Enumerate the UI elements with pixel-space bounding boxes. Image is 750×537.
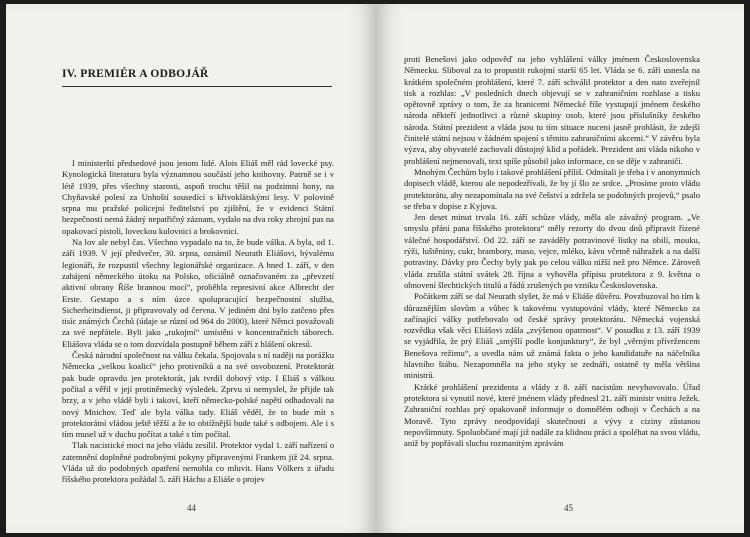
left-page <box>6 4 376 533</box>
chapter-title: IV. PREMIÉR A ODBOJÁŘ <box>62 68 209 80</box>
title-rule <box>62 86 332 87</box>
paragraph: Mnohým Čechům bylo i takové prohlášení příliš. Odmítali je třeba i v anonymních dopisech vládě, kterou ale nepodezřívali, že by jí šlo ze srdce. „Prosíme proto vládu protektorátu, aby nezapomínala na své češství a zdržela se podobných projevů,“ psalo se třeba v dopise z Kyjova. <box>404 166 700 211</box>
paragraph: Na lov ale nebyl čas. Všechno vypadalo na to, že bude válka. A byla, od 1. září 1939. V její předvečer, 30. srpna, oznámil Neurath Eliášovi, bývalému legionáři, že rozpustil všechny legionářské organizace. A hned 1. září, v den zahájení německého útoku na Polsko, oficiálně označovaném za „převzetí aktivní obrany Říše brannou mocí“, proběhla represivní akce Albrecht der Erste. Gestapo a s ním úzce spolupracující bezpečnostní služba, Sicherheitsdienst, ji připravovaly od června. V jediném dni bylo zatčeno přes tisíc známých Čechů (údaje se různí od 964 do 2000), které Němci považovali za své nepřátele. Byli jako „rukojmí“ umístěni v koncentračních táborech. Eliášova vláda se o tom dozvídala postupně během září z hlášení okresů. <box>62 237 334 349</box>
right-page-text <box>404 54 700 449</box>
right-page <box>376 4 744 533</box>
paragraph: Počátkem září se dal Neurath slyšet, že má v Eliáše důvěru. Povzbuzoval ho tím k důraznějším slovům a vůbec k takovému vystupování vlády, které Německo za začínající války potřebovalo od české správy protektorátu. Německá vojenská rozvědka však věci Eliášovi zdála „zvýšenou opatrnost“. V posudku z 13. září 1939 se vyjádřila, že prý Eliáš „smýšlí podle konjunktury“, že byl „věrným přívržencem Benešova režimu“, a uvedla nám už známá fakta o jeho kandidatuře na náčelníka hlavního štábu. Nezapomněla na jeho styky se zednáři, ostatně ty měla většina ministrů. <box>404 291 700 381</box>
paragraph: Česká národní společnost na válku čekala. Spojovala s ní naději na porážku Německa „velkou koalicí“ jeho protivníků a na své osvobození. Protektorát pak bude opravdu jen protektorát, jak tvrdil dobový vtip. I Eliáš s válkou počítal a věřil v její protiněmecký výsledek. Zprvu si nemyslel, že přijde tak brzy, a v jeho vládě byli i takoví, kteří německo-polské napětí odhadovali na nový Mnichov. Teď ale byla válka tady. Eliáš věděl, že to bude mít s protektorátní vládou ještě těžší a že to obtížnější bude také s odbojem. Ale i s tím musel už v duchu počítat a také s tím počítal. <box>62 350 334 440</box>
paragraph: Tlak nacistické moci na jeho vládu zesílil. Protektor vydal 1. září nařízení o zatemnění doplněné podrobnými pokyny připravenými Frankem již 24. srpna. Vláda už do podobných opatření nemohla co mluvit. Hans Völkers z úřadu říšského protektora požádal 5. září Háchu a Eliáše o projev <box>62 440 334 485</box>
paragraph: Krátké prohlášení prezidenta a vlády z 8. září nacistům nevyhovovalo. Úřad protektora si vynutil nové, které jménem vlády přednesl 21. září ministr vnitra Ježek. Zahraniční rozhlas prý opakovaně informuje o domnělém odboji v Čechách a na Moravě. Tyto zprávy neodpovídají skutečnosti a vývy z ciziny zůstanou nepovšimnuty. Spoluobčané mají již nadále za klidnou práci a spoléhat na svou vládu, aniž by popřávali sluchu rozmanitým zprávám <box>404 381 700 449</box>
paragraph: proti Benešovi jako odpověď na jeho vyhlášení války jménem Československa Německu. Sliboval za to propustit rukojmí starší 65 let. Vláda se 6. září usnesla na krátkém společném prohlášení, které 7. září schválil protektor a den nato zveřejnil tisk a rozhlas: „V posledních dnech objevují se v zahraničním rozhlase a tisku opětovně zprávy o tom, že za hranicemi Německé říše vystupují jménem českého národa někteří jednotlivci a různé skupiny osob, které jsou příslušníky českého národa. Státní prezident a vláda jsou tu tím situace nuceni jasně prohlásit, že zdejší činitelé státní nejsou v žádném spojení s těmito zahraničními akcemi.“ V závěru byla výzva, aby obyvatelé zachovali důstojný klid a pořádek. Prezident ani vláda nikoho v prohlášení nejmenovali, text spíše působil jako informace, co se děje v zahraničí. <box>404 54 700 166</box>
page-number-right: 45 <box>564 503 573 513</box>
paragraph: Jen deset minut trvala 16. září schůze vlády, měla ale závažný program. „Ve smyslu přání pana říšského protektora“ měly rezorty do dvou dnů připravit řízené válečné hospodářství. Od 22. září se zaváděly potravinové lístky na obilí, mouku, rýži, luštěniny, cukr, brambory, maso, vejce, mléko, kávu včetně náhražek a na další potraviny. Dávky pro Čechy byly pak po celou válku nižší než pro Němce. Zároveň vláda zrušila státní svátek 28. října a vyhověla přípisu protektora z 9. května o obnovení šlechtických titulů a řádů zrušených po vzniku Československa. <box>404 212 700 290</box>
book-spread <box>6 4 744 533</box>
page-number-left: 44 <box>187 503 196 513</box>
left-page-text <box>62 158 334 486</box>
paragraph: I ministerští předsedové jsou jenom lidé. Alois Eliáš měl rád lovecké psy. Kynologická literatura byla významnou součástí jeho knihovny. Patrně se i v létě 1939, přes všechny starosti, aspoň trochu těšil na podzimní hony, na Chyňavské polesí za Unhoští sousedící s křivoklátskými lesy. V polovině srpna mu pražské policejní ředitelství po zjištění, že v evidenci Státní bezpečnosti nemá žádný nepatřičný záznam, vydalo na dva roky zbrojní pas na opakovací pistoli, loveckou kulovnici a brokovnici. <box>62 158 334 236</box>
